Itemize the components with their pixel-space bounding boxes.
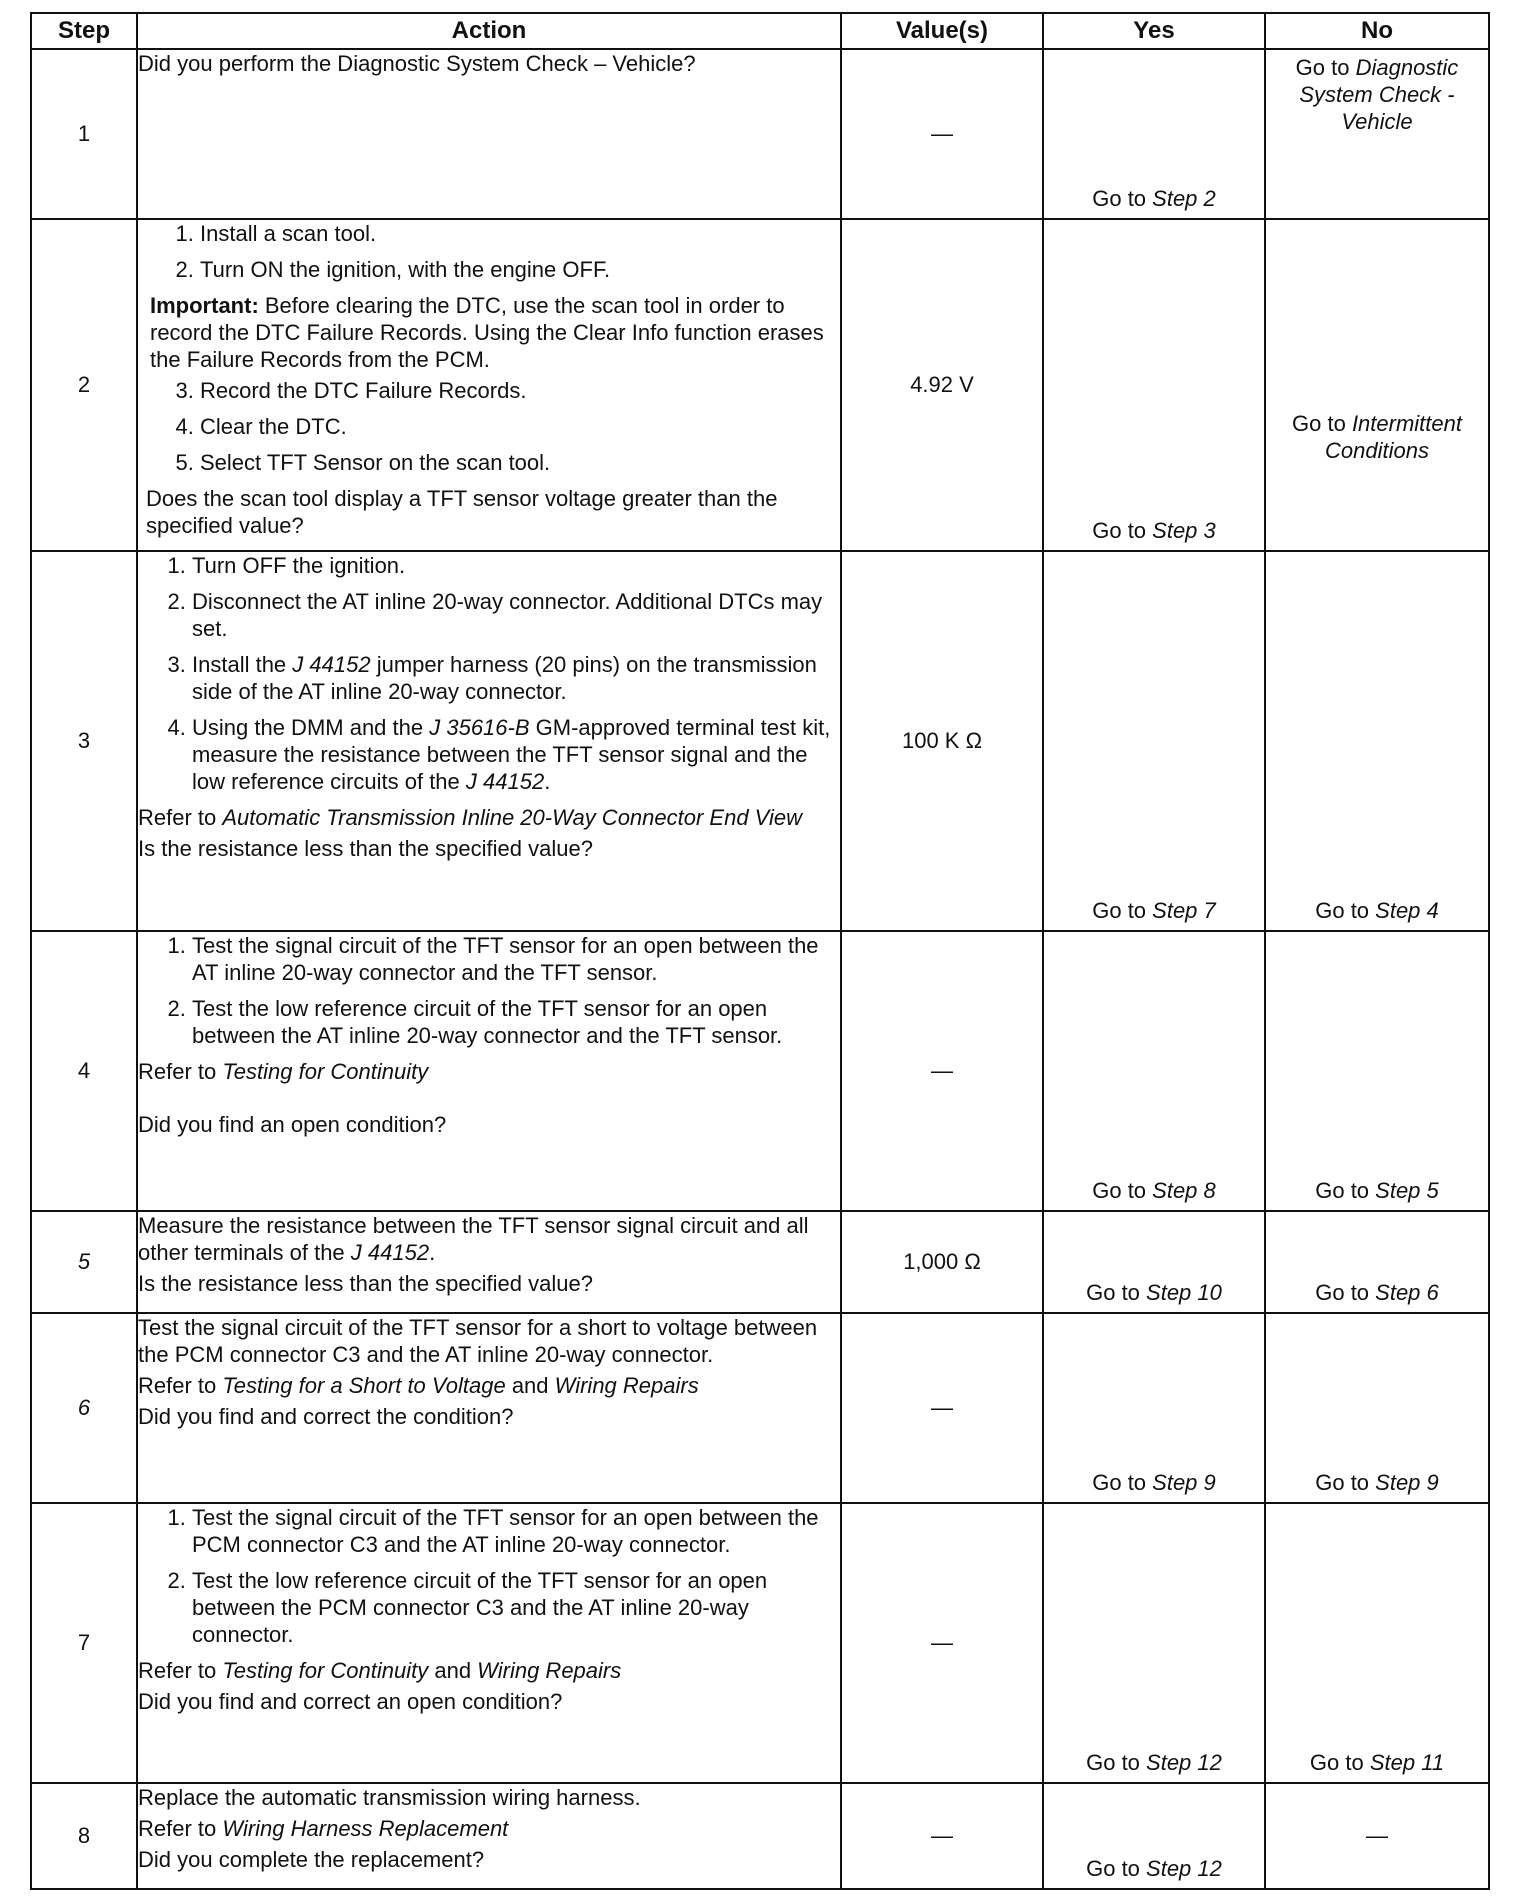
no-cell: [1265, 1783, 1489, 1889]
refer-link[interactable]: Wiring Repairs: [477, 1658, 622, 1683]
no-cell: [1265, 551, 1489, 931]
list-item: 1. Turn OFF the ignition.: [192, 552, 840, 579]
action-cell: [137, 551, 841, 931]
goto-prefix: Go to: [1295, 55, 1356, 80]
header-values: Value(s): [841, 13, 1043, 49]
goto-prefix: Go to: [1315, 1280, 1376, 1305]
diagnostic-table: [30, 12, 1490, 1890]
goto-link[interactable]: Step 7: [1152, 898, 1216, 923]
action-question: Did you find and correct an open condition?: [138, 1689, 563, 1714]
goto-link[interactable]: Step 6: [1375, 1280, 1439, 1305]
step-number: 7: [31, 1503, 137, 1783]
goto-prefix: Go to: [1086, 1280, 1147, 1305]
no-cell: [1265, 1211, 1489, 1313]
list-item: 2. Disconnect the AT inline 20-way connector. Additional DTCs may set.: [192, 588, 840, 642]
goto-prefix: Go to: [1092, 1178, 1153, 1203]
goto-link[interactable]: Step 8: [1152, 1178, 1216, 1203]
value-cell: —: [841, 1313, 1043, 1503]
goto-prefix: Go to: [1309, 1750, 1370, 1775]
value-cell: —: [841, 1503, 1043, 1783]
goto-prefix: Go to: [1092, 518, 1153, 543]
goto-link[interactable]: Step 9: [1152, 1470, 1216, 1495]
table-row: [31, 1211, 1489, 1313]
list-item: 1. Test the signal circuit of the TFT sensor for an open between the PCM connector C3 and the AT inline 20-way connector.: [192, 1504, 840, 1558]
action-text: Test the signal circuit of the TFT sensor for a short to voltage between the PCM connector C3 and the AT inline 20-way connector.: [138, 1315, 818, 1367]
no-cell: [1265, 1313, 1489, 1503]
goto-link[interactable]: Step 5: [1375, 1178, 1439, 1203]
yes-cell: [1043, 219, 1265, 551]
refer-prefix: Refer to: [138, 1373, 223, 1398]
refer-link[interactable]: Wiring Repairs: [554, 1373, 699, 1398]
goto-prefix: Go to: [1086, 1856, 1147, 1881]
refer-and: and: [428, 1658, 478, 1683]
list-text: jumper harness (20 pins) on the transmission side of the AT inline 20-way connector.: [192, 652, 817, 704]
action-question: Is the resistance less than the specified value?: [138, 836, 593, 861]
value-cell: —: [841, 49, 1043, 219]
list-item: 3. Record the DTC Failure Records.: [200, 377, 840, 404]
tool-name: J 35616-B: [429, 715, 530, 740]
yes-cell: [1043, 1211, 1265, 1313]
list-item: 1. Install a scan tool.: [200, 220, 840, 247]
refer-line: [138, 804, 840, 831]
goto-link[interactable]: Step 12: [1146, 1856, 1222, 1881]
goto-link[interactable]: Step 2: [1152, 186, 1216, 211]
action-text: Replace the automatic transmission wiring harness.: [138, 1785, 641, 1810]
goto-prefix: Go to: [1315, 1178, 1376, 1203]
value-cell: 100 K Ω: [841, 551, 1043, 931]
table-row: [31, 219, 1489, 551]
refer-prefix: Refer to: [138, 1059, 223, 1084]
refer-link[interactable]: Automatic Transmission Inline 20-Way Connector End View: [222, 805, 802, 830]
step-number: 1: [31, 49, 137, 219]
action-cell: [137, 1211, 841, 1313]
goto-link[interactable]: Step 9: [1375, 1470, 1439, 1495]
value-cell: 1,000 Ω: [841, 1211, 1043, 1313]
step-number: 8: [31, 1783, 137, 1889]
list-item: 2. Turn ON the ignition, with the engine OFF.: [200, 256, 840, 283]
refer-and: and: [505, 1373, 555, 1398]
step-number: 4: [31, 931, 137, 1211]
refer-line: [138, 1372, 840, 1399]
important-text: Before clearing the DTC, use the scan tool in order to record the DTC Failure Records. Using the Clear Info function erases the Failure Records from the PCM.: [150, 293, 824, 372]
action-cell: [137, 1313, 841, 1503]
step-number: 3: [31, 551, 137, 931]
header-row: [31, 13, 1489, 49]
action-cell: [137, 1503, 841, 1783]
no-cell: [1265, 931, 1489, 1211]
action-question: Did you complete the replacement?: [138, 1847, 485, 1872]
list-text: Using the DMM and the: [192, 715, 430, 740]
action-question: Does the scan tool display a TFT sensor voltage greater than the specified value?: [146, 486, 778, 538]
step-text: 5: [77, 1249, 91, 1274]
list-item: 2. Test the low reference circuit of the TFT sensor for an open between the PCM connector C3 and the AT inline 20-way connector.: [192, 1567, 840, 1648]
goto-link[interactable]: Step 11: [1369, 1750, 1445, 1775]
no-cell: [1265, 49, 1489, 219]
refer-line: [138, 1058, 840, 1085]
goto-prefix: Go to: [1086, 1750, 1147, 1775]
action-cell: [137, 49, 841, 219]
table-row: [31, 551, 1489, 931]
goto-link[interactable]: Step 4: [1375, 898, 1439, 923]
tool-name: J 44152: [350, 1240, 430, 1265]
step-number: [31, 1313, 137, 1503]
goto-prefix: Go to: [1292, 411, 1352, 436]
refer-line: [138, 1815, 840, 1842]
yes-cell: [1043, 49, 1265, 219]
action-text: [138, 1212, 840, 1266]
yes-cell: [1043, 931, 1265, 1211]
list-item: 1. Test the signal circuit of the TFT sensor for an open between the AT inline 20-way connector and the TFT sensor.: [192, 932, 840, 986]
action-question: Is the resistance less than the specified value?: [138, 1271, 593, 1296]
header-step: Step: [31, 13, 137, 49]
yes-cell: [1043, 1783, 1265, 1889]
goto-link[interactable]: Intermittent Conditions: [1325, 411, 1462, 463]
action-question: Did you find an open condition?: [138, 1112, 447, 1137]
list-item: [192, 714, 840, 795]
table-row: [31, 931, 1489, 1211]
goto-link[interactable]: Diagnostic System Check - Vehicle: [1299, 55, 1459, 134]
action-cell: [137, 931, 841, 1211]
list-item: 5. Select TFT Sensor on the scan tool.: [200, 449, 840, 476]
goto-prefix: Go to: [1092, 898, 1153, 923]
goto-link[interactable]: Step 3: [1152, 518, 1216, 543]
table-row: [31, 1783, 1489, 1889]
header-no: No: [1265, 13, 1489, 49]
step-text: 6: [77, 1395, 91, 1420]
no-cell: [1265, 219, 1489, 551]
header-yes: Yes: [1043, 13, 1265, 49]
action-cell: [137, 219, 841, 551]
yes-cell: [1043, 551, 1265, 931]
list-text: .: [544, 769, 551, 794]
value-cell: 4.92 V: [841, 219, 1043, 551]
list-item: [192, 651, 840, 705]
list-text: GM-approved terminal test kit, measure the resistance between the TFT sensor signal and the low reference circuits of the: [192, 715, 831, 794]
refer-link[interactable]: Testing for a Short to Voltage: [222, 1373, 506, 1398]
important-label: Important:: [150, 293, 259, 318]
list-item: 2. Test the low reference circuit of the TFT sensor for an open between the AT inline 20-way connector and the TFT sensor.: [192, 995, 840, 1049]
refer-link[interactable]: Testing for Continuity: [222, 1658, 429, 1683]
step-number: [31, 1211, 137, 1313]
action-cell: [137, 1783, 841, 1889]
refer-link[interactable]: Testing for Continuity: [222, 1059, 429, 1084]
action-text-part: Measure the resistance between the TFT sensor signal circuit and all other terminals of the: [138, 1213, 809, 1265]
table-row: [31, 1313, 1489, 1503]
action-text-part: .: [429, 1240, 436, 1265]
list-text: Install the: [192, 652, 293, 677]
value-cell: —: [841, 931, 1043, 1211]
table-row: [31, 49, 1489, 219]
refer-prefix: Refer to: [138, 805, 223, 830]
goto-link[interactable]: Step 12: [1146, 1750, 1222, 1775]
value-cell: —: [841, 1783, 1043, 1889]
tool-name: J 44152: [292, 652, 371, 677]
step-number: 2: [31, 219, 137, 551]
no-cell: [1265, 1503, 1489, 1783]
goto-prefix: Go to: [1315, 898, 1376, 923]
yes-cell: [1043, 1503, 1265, 1783]
refer-prefix: Refer to: [138, 1816, 223, 1841]
action-question: Did you perform the Diagnostic System Check – Vehicle?: [138, 51, 696, 76]
refer-prefix: Refer to: [138, 1658, 223, 1683]
tool-name: J 44152: [465, 769, 545, 794]
no-value: —: [1366, 1823, 1388, 1848]
goto-prefix: Go to: [1092, 1470, 1153, 1495]
yes-cell: [1043, 1313, 1265, 1503]
table-row: [31, 1503, 1489, 1783]
goto-prefix: Go to: [1315, 1470, 1376, 1495]
refer-link[interactable]: Wiring Harness Replacement: [222, 1816, 509, 1841]
header-action: Action: [137, 13, 841, 49]
refer-line: [138, 1657, 840, 1684]
goto-link[interactable]: Step 10: [1146, 1280, 1222, 1305]
goto-prefix: Go to: [1092, 186, 1153, 211]
list-item: 4. Clear the DTC.: [200, 413, 840, 440]
action-question: Did you find and correct the condition?: [138, 1404, 514, 1429]
